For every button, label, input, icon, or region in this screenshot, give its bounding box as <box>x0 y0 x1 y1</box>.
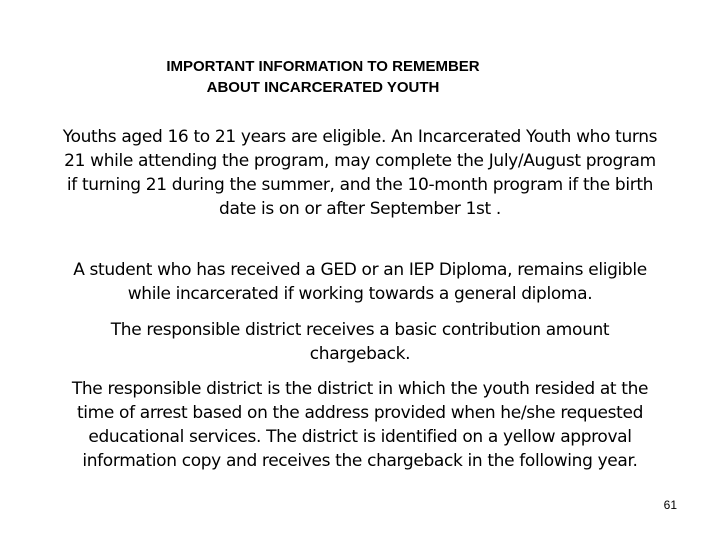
ged-iep-paragraph: A student who has received a GED or an IEP Diploma, remains eligible while incarcerated if working towards a general diploma. <box>73 260 647 304</box>
title-line-2: ABOUT INCARCERATED YOUTH <box>206 79 440 96</box>
responsible-district-paragraph: The responsible district is the district in which the youth resided at the time of arrest based on the address provided when he/she requested educational services. The district is identified on a yellow approval information copy and receives the chargeback in the following year. <box>71 379 649 471</box>
eligibility-paragraph: Youths aged 16 to 21 years are eligible. An Incarcerated Youth who turns 21 while attending the program, may complete the July/August program if turning 21 during the summer, and the 10-month program if the birth date is on or after September 1st . <box>62 127 658 219</box>
title-line-1: IMPORTANT INFORMATION TO REMEMBER <box>166 58 480 75</box>
page-title <box>100 56 546 98</box>
chargeback-paragraph: The responsible district receives a basic contribution amount chargeback. <box>110 320 610 364</box>
page-number: 61 <box>663 498 677 512</box>
